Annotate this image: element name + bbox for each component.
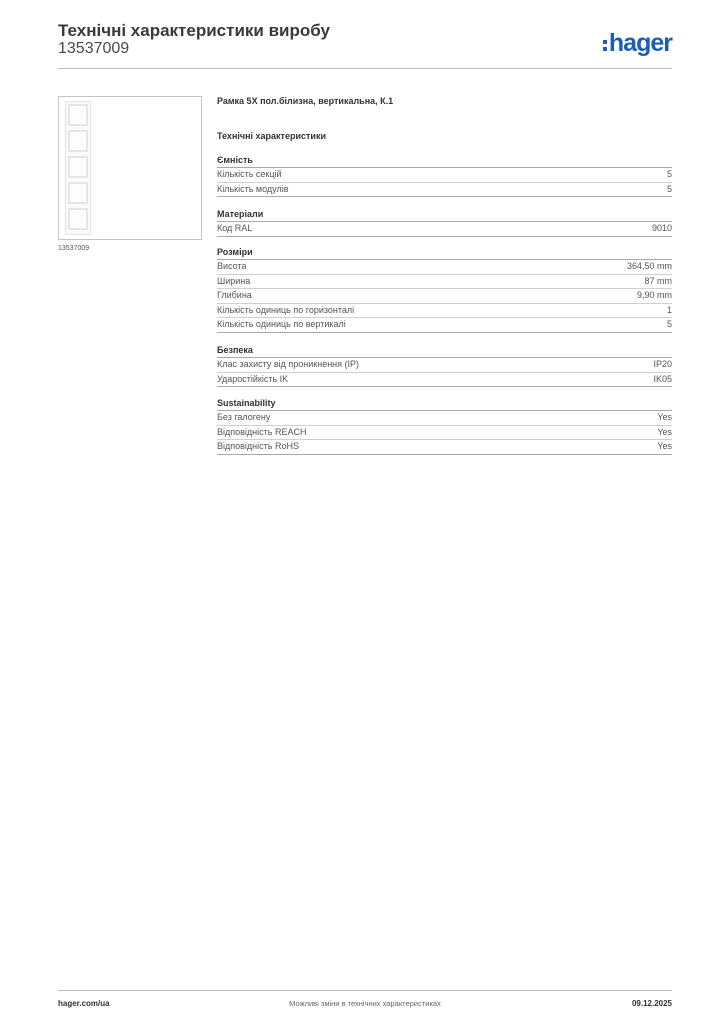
spec-row bbox=[217, 373, 672, 388]
section-title: Ємність bbox=[217, 154, 672, 168]
section-materials bbox=[217, 208, 672, 237]
spec-value: 5 bbox=[666, 183, 672, 194]
spec-row bbox=[217, 358, 672, 373]
spec-row bbox=[217, 304, 672, 319]
spec-row bbox=[217, 426, 672, 441]
spec-label: Відповідність RoHS bbox=[217, 441, 299, 451]
product-name: Рамка 5X пол.білизна, вертикальна, К.1 bbox=[217, 96, 394, 106]
spec-label: Кількість секцій bbox=[217, 169, 282, 179]
spec-label: Висота bbox=[217, 261, 247, 271]
spec-value: Yes bbox=[657, 441, 672, 451]
spec-value: 87 mm bbox=[644, 275, 672, 286]
spec-value: IP20 bbox=[653, 359, 672, 369]
spec-value: 9,90 mm bbox=[636, 290, 672, 300]
spec-label: Ширина bbox=[217, 275, 251, 286]
product-number: 13537009 bbox=[58, 40, 130, 57]
spec-row bbox=[217, 440, 672, 455]
logo-dots-icon bbox=[603, 40, 607, 51]
spec-row bbox=[217, 183, 672, 198]
section-safety bbox=[217, 344, 672, 387]
spec-value: IK05 bbox=[653, 373, 672, 384]
spec-label: Ударостійкість IK bbox=[217, 373, 289, 384]
spec-row bbox=[217, 222, 672, 237]
spec-value: 364,50 mm bbox=[626, 261, 672, 271]
hager-logo bbox=[603, 29, 672, 57]
section-dimensions bbox=[217, 246, 672, 333]
spec-value: 5 bbox=[666, 319, 672, 329]
section-title: Розміри bbox=[217, 246, 672, 260]
section-title: Sustainability bbox=[217, 397, 672, 411]
section-title: Матеріали bbox=[217, 208, 672, 222]
spec-label: Глибина bbox=[217, 290, 252, 300]
image-caption: 13537009 bbox=[58, 245, 90, 252]
spec-heading: Технічні характеристики bbox=[217, 131, 326, 141]
page-header bbox=[58, 21, 672, 69]
logo-text: hager bbox=[608, 29, 672, 57]
spec-row bbox=[217, 168, 672, 183]
spec-label: Код RAL bbox=[217, 223, 253, 233]
product-image bbox=[58, 96, 202, 240]
spec-value: 5 bbox=[666, 169, 672, 179]
footer-date: 09.12.2025 bbox=[631, 999, 672, 1008]
spec-label: Кількість одиниць по вертикалі bbox=[217, 319, 346, 329]
spec-row bbox=[217, 318, 672, 333]
spec-value: 1 bbox=[666, 304, 672, 315]
spec-row bbox=[217, 275, 672, 290]
spec-value: Yes bbox=[657, 412, 672, 422]
spec-value: 9010 bbox=[651, 223, 672, 233]
page-footer bbox=[58, 990, 672, 1012]
spec-label: Відповідність REACH bbox=[217, 426, 307, 437]
spec-row bbox=[217, 260, 672, 275]
document-title: Технічні характеристики виробу bbox=[58, 21, 330, 40]
section-capacity bbox=[217, 154, 672, 197]
footer-website: hager.com/ua bbox=[58, 999, 110, 1008]
spec-label: Кількість одиниць по горизонталі bbox=[217, 304, 355, 315]
spec-label: Клас захисту від проникнення (IP) bbox=[217, 359, 360, 369]
frame-illustration bbox=[65, 101, 91, 235]
spec-row bbox=[217, 289, 672, 304]
spec-row bbox=[217, 411, 672, 426]
spec-label: Без галогену bbox=[217, 412, 271, 422]
section-sustainability bbox=[217, 397, 672, 455]
spec-label: Кількість модулів bbox=[217, 183, 289, 194]
footer-note: Можливі зміни в технічних характеристиках bbox=[289, 999, 441, 1008]
spec-value: Yes bbox=[657, 426, 672, 437]
section-title: Безпека bbox=[217, 344, 672, 358]
